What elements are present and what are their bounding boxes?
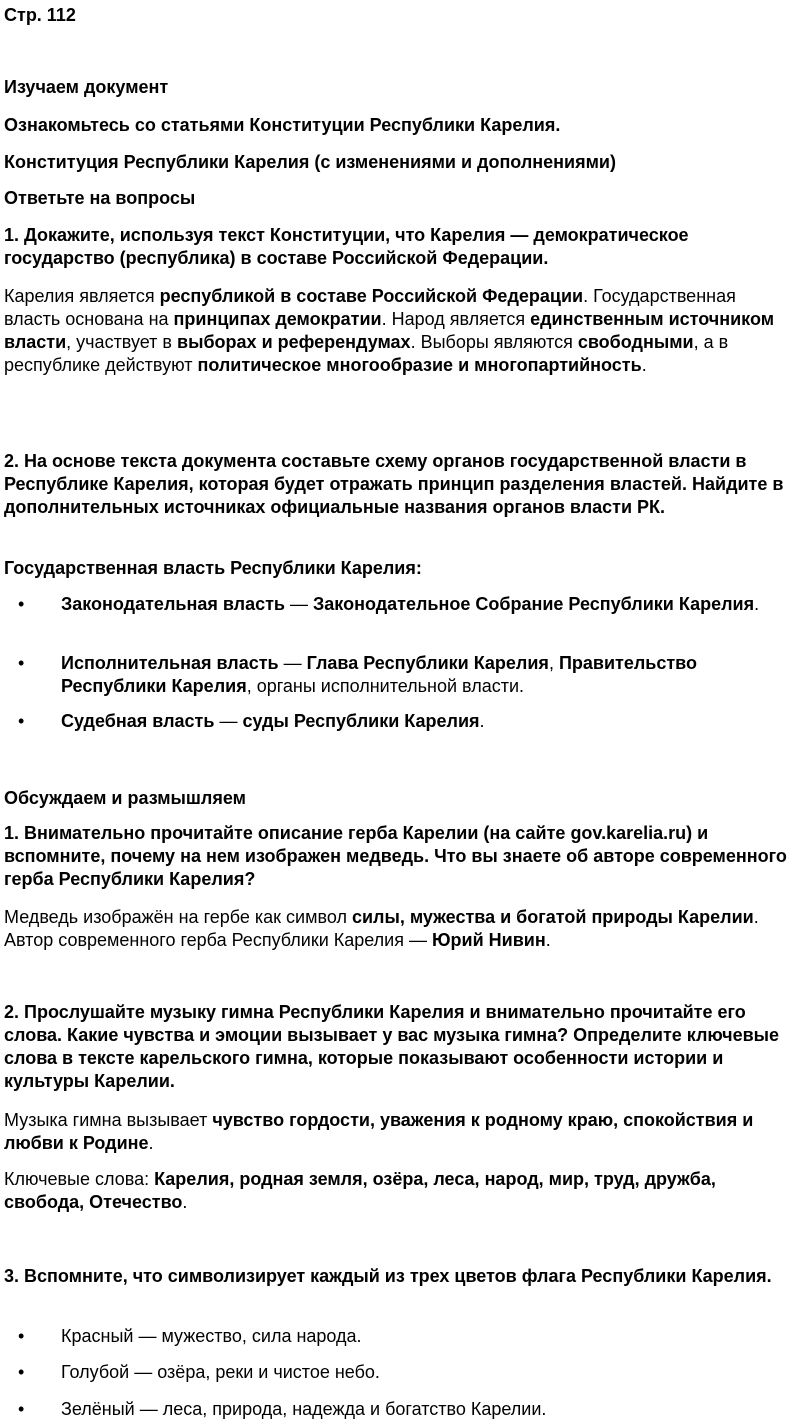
question-2: 2. На основе текста документа составьте схему органов государственной власти в Республике Карелия, которая будет отражать принцип разделения властей. Найдите в дополнительных источниках официальные названия органов власти РК. (4, 451, 784, 517)
document-title: Конституция Республики Карелия (с изменениями и дополнениями) (4, 152, 616, 172)
question-1: 1. Докажите, используя текст Конституции, что Карелия — демократическое государство (республика) в составе Российской Федерации. (4, 225, 689, 268)
answer-prompt: Ответьте на вопросы (4, 188, 196, 208)
anthem-keywords: Ключевые слова: Карелия, родная земля, озёра, леса, народ, мир, труд, дружба, свобода, Отечество. (4, 1169, 716, 1212)
intro-text: Ознакомьтесь со статьями Конституции Республики Карелия. (4, 115, 561, 135)
bullet-icon: • (18, 711, 25, 731)
bullet-icon: • (18, 653, 25, 673)
document-page: Стр. 112 Изучаем документ Ознакомьтесь со статьями Конституции Республики Карелия. Конституция Республики Карелия (с изменениями и дополнениями) Ответьте на вопросы 1. Докажите, используя текст Конституции, что Карелия — демократическое государство (республика) в составе Российской Федерации. Карелия является республикой в составе Российской Федерации. Государственная власть основана на принципах демократии. Народ является единственным источником власти, участвует в выборах и референдумах. Выборы являются свободными, а в республике действуют политическое многообразие и многопартийность. 2. На основе текста документа составьте схему органов государственной власти в Республике Карелия, которая будет отражать принцип разделения властей. Найдите в дополнительных источниках официальные названия органов власти РК. Государственная власть Республики Карелия: • Законодательная власть — Законодательное Собрание Республики Карелия. • Исполнительная власть — Глава Республики Карелия, Правительство Республики Карелия, органы исполнительной власти. • Судебная власть — суды Республики Карелия. Обсуждаем и размышляем 1. Внимательно прочитайте описание герба Карелии (на сайте gov.karelia.ru) и вспомните, почему на нем изображен медведь. Что вы знаете об авторе современного герба Республики Карелия? Медведь изображён на гербе как символ силы, мужества и богатой природы Карелии. Автор современного герба Республики Карелия — Юрий Нивин. 2. Прослушайте музыку гимна Республики Карелия и внимательно прочитайте его слова. Какие чувства и эмоции вызывает у вас музыка гимна? Определите ключевые слова в тексте карельского гимна, которые показывают особенности истории и культуры Карелии. Музыка гимна вызывает чувство гордости, уважения к родному краю, спокойствия и любви к Родине. Ключевые слова: Карелия, родная земля, озёра, леса, народ, мир, труд, дружба, свобода, Отечество. 3. Вспомните, что символизирует каждый из трех цветов флага Республики Карелия. • Красный — мужество, сила народа. • Голубой — озёра, реки и чистое небо. • Зелёный — леса, природа, надежда и богатство Карелии. (0, 0, 800, 1426)
power-list-title: Государственная власть Республики Карелия: (4, 558, 422, 578)
bullet-icon: • (18, 594, 25, 614)
section-heading-study: Изучаем документ (4, 77, 169, 97)
question-flag: 3. Вспомните, что символизирует каждый из трех цветов флага Республики Карелия. (4, 1266, 772, 1286)
answer-coat-of-arms: Медведь изображён на гербе как символ силы, мужества и богатой природы Карелии. Автор современного герба Республики Карелия — Юрий Нивин. (4, 907, 759, 950)
question-coat-of-arms: 1. Внимательно прочитайте описание герба Карелии (на сайте gov.karelia.ru) и вспомните, почему на нем изображен медведь. Что вы знаете об авторе современного герба Республики Карелия? (4, 823, 787, 889)
section-heading-discuss: Обсуждаем и размышляем (4, 788, 246, 808)
answer-anthem: Музыка гимна вызывает чувство гордости, уважения к родному краю, спокойствия и любви к Родине. (4, 1110, 754, 1153)
answer-1: Карелия является республикой в составе Российской Федерации. Государственная власть основана на принципах демократии. Народ является единственным источником власти, участвует в выборах и референдумах. Выборы являются свободными, а в республике действуют политическое многообразие и многопартийность. (4, 286, 775, 375)
page-number: Стр. 112 (4, 5, 76, 25)
question-anthem: 2. Прослушайте музыку гимна Республики Карелия и внимательно прочитайте его слова. Какие чувства и эмоции вызывает у вас музыка гимна? Определите ключевые слова в тексте карельского гимна, которые показывают особенности истории и культуры Карелии. (4, 1002, 780, 1091)
bullet-icon: • (18, 1326, 25, 1346)
bullet-icon: • (18, 1362, 25, 1382)
bullet-icon: • (18, 1399, 25, 1419)
